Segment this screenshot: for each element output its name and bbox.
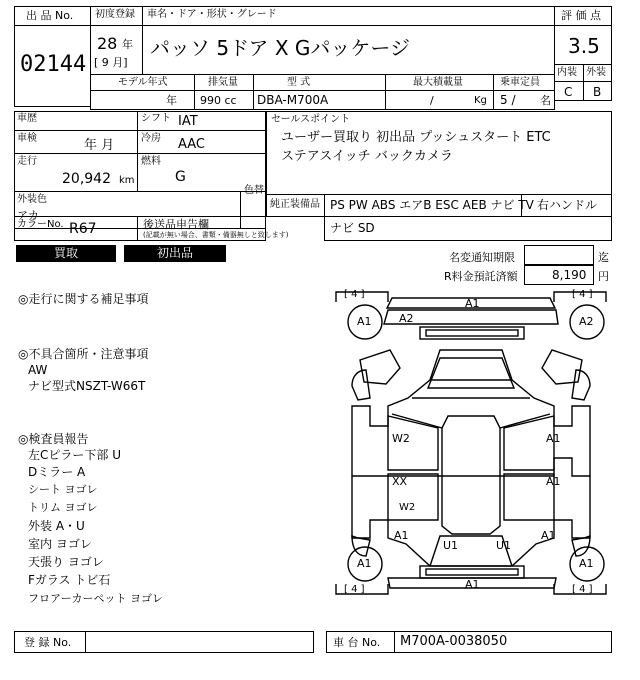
- reg-month: [ 9 月]: [94, 56, 128, 69]
- load-unit: Kg: [474, 95, 487, 106]
- mileage-value: 20,942: [62, 171, 111, 187]
- inspector-title: ◎検査員報告: [18, 432, 89, 446]
- first-listing-tag: 初出品: [124, 245, 226, 262]
- name-label: 車名・ドア・形状・グレード: [147, 9, 277, 20]
- inspector-item: 天張り ヨゴレ: [28, 555, 104, 569]
- lot-label: 出 品 No.: [26, 9, 74, 22]
- damage-circle-bl: A1: [357, 557, 372, 570]
- recycle-unit: 円: [598, 270, 609, 283]
- damage-rear-a1: A1: [465, 578, 480, 591]
- inspector-item: 室内 ヨゴレ: [28, 537, 92, 551]
- chassis-no-label: 車 台 No.: [333, 636, 381, 649]
- color-no-label: カラーNo.: [17, 219, 64, 230]
- recolor-label: 色替: [244, 185, 264, 196]
- damage-left-rear: W2: [399, 502, 416, 513]
- capacity-unit: 名: [540, 94, 551, 107]
- inspector-item: 左Cピラー下部 U: [28, 448, 121, 462]
- fuel-value: G: [175, 169, 186, 185]
- inspector-item: フロアーカーペット ヨゴレ: [28, 592, 163, 605]
- chassis-no-value: M700A-0038050: [400, 634, 508, 649]
- damage-circle-br: A1: [579, 557, 594, 570]
- damage-right-door2: A1: [546, 475, 561, 488]
- aftermarket-value: ナビ SD: [330, 221, 375, 235]
- mileage-unit: km: [119, 175, 135, 186]
- details-box: [14, 111, 266, 229]
- damage-left-door1: W2: [392, 432, 410, 445]
- inspector-item: Dミラー A: [28, 465, 86, 479]
- handle-value: 右ハンドル: [537, 198, 598, 212]
- mileage-label: 走行: [17, 156, 37, 167]
- type-value: DBA-M700A: [257, 93, 329, 107]
- sales-label: セールスポイント: [271, 114, 351, 125]
- damage-rear-u1b: U1: [496, 539, 512, 552]
- reg-year: 28: [97, 34, 118, 53]
- driving-notes-title: ◎走行に関する補足事項: [18, 292, 149, 306]
- capacity-label: 乗車定員: [500, 77, 540, 88]
- equipment-value: PS PW ABS エアB ESC AEB ナビ TV: [330, 198, 534, 212]
- defect-item: AW: [28, 363, 48, 377]
- aftermarket-note: (記載が無い場合、書類・備器無しと致します): [143, 231, 289, 239]
- interior-grade: C: [564, 85, 573, 99]
- damage-left-door2: XX: [392, 475, 408, 488]
- inspection-value: 年 月: [84, 138, 115, 153]
- inspector-item: Fガラス トビ石: [28, 573, 111, 587]
- recycle-value: 8,190: [552, 268, 587, 282]
- color-no-value: R67: [69, 221, 97, 237]
- buy-tag: 買取: [16, 245, 116, 262]
- interior-label: 内装: [557, 67, 577, 78]
- damage-rear-u1a: U1: [443, 539, 459, 552]
- corner-count-br: [ 4 ]: [572, 584, 593, 595]
- reg-year-unit: 年: [122, 38, 133, 51]
- car-damage-diagram: [330, 288, 612, 608]
- inspection-label: 車検: [17, 133, 37, 144]
- load-label: 最大積載量: [413, 77, 463, 88]
- ac-label: 冷房: [141, 133, 161, 144]
- car-name: パッソ 5ドア X Gパッケージ: [150, 36, 410, 60]
- aftermarket-label: 後送品申告欄: [143, 218, 209, 231]
- reg-no-label: 登 録 No.: [24, 636, 72, 649]
- equipment-label: 純正装備品: [270, 199, 320, 210]
- inspector-item: トリム ヨゴレ: [28, 501, 98, 514]
- defects-title: ◎不具合箇所・注意事項: [18, 347, 149, 361]
- damage-left-quarter: A1: [394, 529, 409, 542]
- model-year-label: モデル年式: [118, 77, 168, 88]
- shift-value: IAT: [178, 114, 198, 129]
- history-label: 車歴: [17, 113, 37, 124]
- displacement-value: 990 cc: [200, 94, 237, 107]
- color-label: 外装色: [17, 194, 47, 205]
- name-change-box: [524, 245, 594, 265]
- capacity-value: 5 /: [500, 93, 516, 107]
- score-label: 評 価 点: [561, 9, 601, 22]
- score-value: 3.5: [568, 34, 600, 58]
- corner-count-tl: [ 4 ]: [344, 289, 365, 300]
- recycle-label: R料金預託済額: [444, 270, 518, 283]
- exterior-label: 外装: [586, 67, 606, 78]
- fuel-label: 燃料: [141, 156, 161, 167]
- first-reg-label: 初度登録: [95, 9, 135, 20]
- damage-right-door1: A1: [546, 432, 561, 445]
- sales-line1: ユーザー買取り 初出品 プッシュスタート ETC: [281, 130, 551, 145]
- corner-count-tr: [ 4 ]: [572, 289, 593, 300]
- damage-top-bumper: A1: [465, 297, 480, 310]
- load-slash: /: [430, 94, 434, 107]
- inspector-item: 外装 A・U: [28, 519, 85, 533]
- exterior-grade: B: [593, 85, 602, 99]
- sales-line2: ステアスイッチ バックカメラ: [281, 149, 453, 164]
- shift-label: シフト: [141, 113, 171, 124]
- type-label: 型 式: [287, 77, 311, 88]
- name-change-label: 名変通知期限: [449, 251, 515, 264]
- damage-right-quarter: A1: [541, 529, 556, 542]
- lot-number: 02144: [20, 52, 87, 77]
- name-change-unit: 迄: [598, 251, 609, 264]
- inspector-item: シート ヨゴレ: [28, 483, 98, 496]
- color-value: アカ: [17, 209, 39, 222]
- model-year-unit: 年: [166, 94, 177, 107]
- ac-value: AAC: [178, 137, 205, 152]
- damage-circle-tl: A1: [357, 315, 372, 328]
- displacement-label: 排気量: [208, 77, 238, 88]
- corner-count-bl: [ 4 ]: [344, 584, 365, 595]
- damage-circle-tr: A2: [579, 315, 594, 328]
- damage-top-bar: A2: [399, 312, 414, 325]
- defect-item: ナビ型式NSZT-W66T: [28, 379, 146, 393]
